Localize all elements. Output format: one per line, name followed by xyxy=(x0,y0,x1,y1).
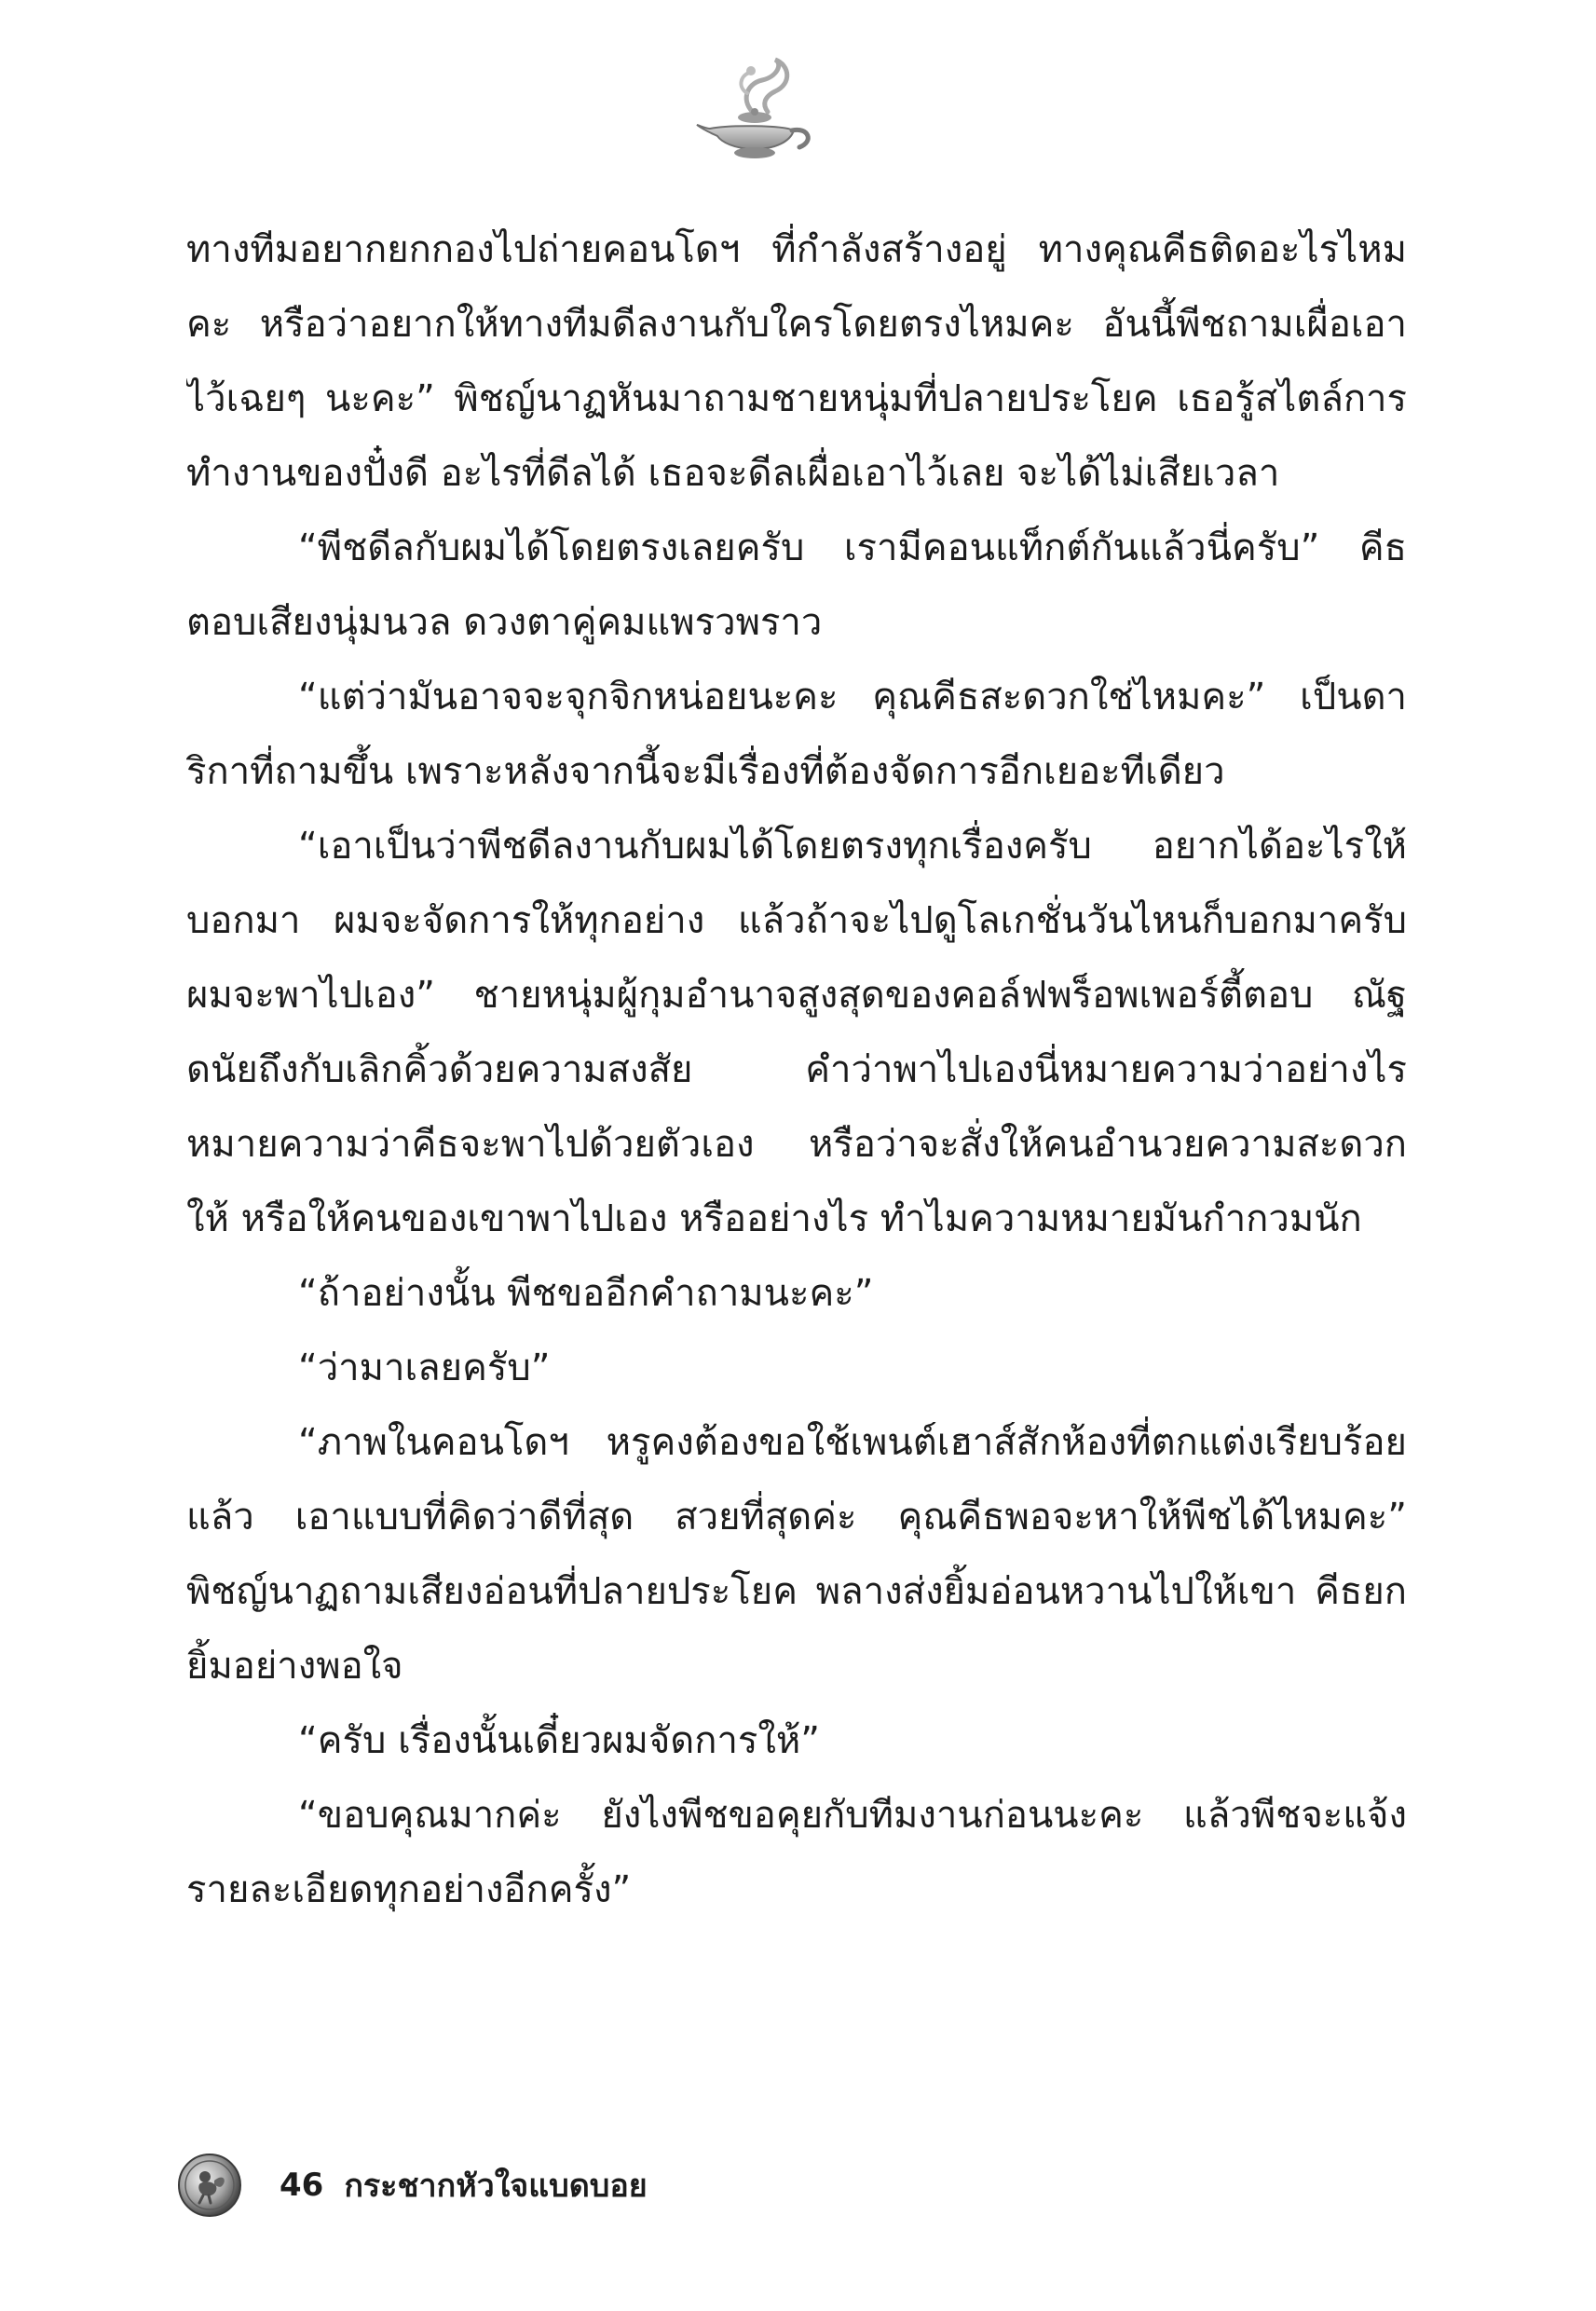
paragraph-5: “ถ้าอย่างนั้น พีชขออีกคำถามนะคะ” xyxy=(298,1272,874,1315)
paragraph-7: “ภาพในคอนโดฯ หรูคงต้องขอใช้เพนต์เฮาส์สักห้องที่ตกแต่งเรียบร้อยแล้ว เอาแบบที่คิดว่าดีที่สุด สวยที่สุดค่ะ คุณคีธพอจะหาให้พีชได้ไหมคะ” พิชญ์นาฏถามเสียงอ่อนที่ปลายประโยค พลางส่งยิ้มอ่อนหวานไปให้เขา คีธยกยิ้มอย่างพอใจ xyxy=(186,1421,1407,1688)
page-number: 46 xyxy=(280,2167,324,2204)
paragraph-8: “ครับ เรื่องนั้นเดี๋ยวผมจัดการให้” xyxy=(298,1719,821,1762)
body-text xyxy=(186,212,1407,2076)
paragraph-9: “ขอบคุณมากค่ะ ยังไงพีชขอคุยกับทีมงานก่อนนะคะ แล้วพีชจะแจ้งรายละเอียดทุกอย่างอีกครั้ง” xyxy=(186,1794,1407,1911)
page-footer xyxy=(177,2148,922,2222)
paragraph-3: “แต่ว่ามันอาจจะจุกจิกหน่อยนะคะ คุณคีธสะดวกใช่ไหมคะ” เป็นดาริกาที่ถามขึ้น เพราะหลังจากนี้จะมีเรื่องที่ต้องจัดการอีกเยอะทีเดียว xyxy=(186,676,1407,793)
book-title: กระชากหัวใจแบดบอย xyxy=(344,2167,648,2205)
paragraph-4: “เอาเป็นว่าพีชดีลงานกับผมได้โดยตรงทุกเรื่องครับ อยากได้อะไรให้บอกมา ผมจะจัดการให้ทุกอย่าง แล้วถ้าจะไปดูโลเกชั่นวันไหนก็บอกมาครับ ผมจะพาไปเอง” ชายหนุ่มผู้กุมอำนาจสูงสุดของคอล์ฟพร็อพเพอร์ตี้ตอบ ณัฐดนัยถึงกับเลิกคิ้วด้วยความสงสัย คำว่าพาไปเองนี่หมายความว่าอย่างไร หมายความว่าคีธจะพาไปด้วยตัวเอง หรือว่าจะสั่งให้คนอำนวยความสะดวกให้ หรือให้คนของเขาพาไปเอง หรืออย่างไร ทำไมความหมายมันกำกวมนัก xyxy=(186,825,1407,1240)
paragraph-6: “ว่ามาเลยครับ” xyxy=(298,1347,551,1389)
paragraph-2: “พีชดีลกับผมได้โดยตรงเลยครับ เรามีคอนแท็กต์กันแล้วนี่ครับ” คีธตอบเสียงนุ่มนวล ดวงตาคู่คมแพรวพราว xyxy=(186,526,1407,644)
paragraph-1: ทางทีมอยากยกกองไปถ่ายคอนโดฯ ที่กำลังสร้างอยู่ ทางคุณคีธติดอะไรไหมคะ หรือว่าอยากให้ทางทีมดีลงานกับใครโดยตรงไหมคะ อันนี้พีชถามเผื่อเอาไว้เฉยๆ นะคะ” พิชญ์นาฏหันมาถามชายหนุ่มที่ปลายประโยค เธอรู้สไตล์การทำงานของปั๋งดี อะไรที่ดีลได้ เธอจะดีลเผื่อเอาไว้เลย จะได้ไม่เสียเวลา xyxy=(186,228,1407,495)
cherub-medallion-icon xyxy=(177,2153,242,2218)
genie-lamp-icon xyxy=(689,56,820,168)
